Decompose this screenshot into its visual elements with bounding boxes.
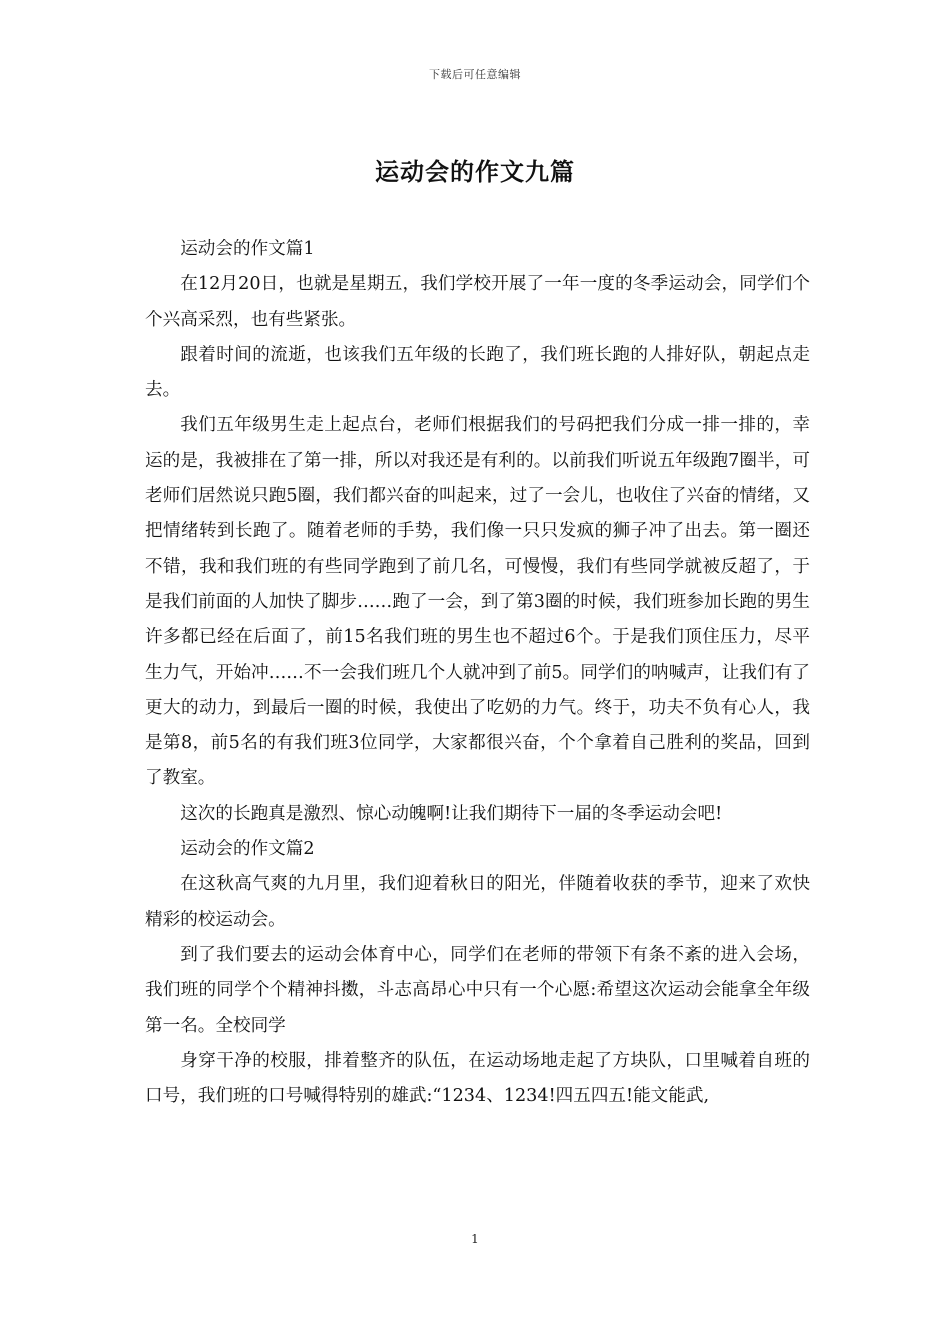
section-heading-1: 运动会的作文篇1 — [180, 239, 315, 259]
paragraph: 这次的长跑真是激烈、惊心动魄啊!让我们期待下一届的冬季运动会吧! — [180, 803, 723, 824]
section-heading-2: 运动会的作文篇2 — [180, 839, 315, 860]
paragraph: 身穿干净的校服，排着整齐的队伍，在运动场地走起了方块队，口里喊着自班的口号，我们班的口号喊得特别的雄武:“1234、1234!四五四五!能文能武, — [145, 1050, 810, 1107]
paragraph: 到了我们要去的运动会体育中心，同学们在老师的带领下有条不紊的进入会场，我们班的同学个个精神抖擞，斗志高昂心中只有一个心愿:希望这次运动会能拿全年级第一名。全校同学 — [145, 944, 810, 1036]
page-title: 运动会的作文九篇 — [375, 158, 575, 186]
page-number: 1 — [471, 1232, 479, 1246]
paragraph: 在这秋高气爽的九月里，我们迎着秋日的阳光，伴随着收获的季节，迎来了欢快精彩的校运动会。 — [145, 874, 810, 930]
header-note: 下载后可任意编辑 — [429, 68, 521, 81]
paragraph: 我们五年级男生走上起点台，老师们根据我们的号码把我们分成一排一排的，幸运的是，我被排在了第一排，所以对我还是有利的。以前我们听说五年级跑7圈半，可老师们居然说只跑5圈，我们都兴奋的叫起来，过了一会儿，也收住了兴奋的情绪，又把情绪转到长跑了。随着老师的手势，我们像一只只发疯的狮子冲了出去。第一圈还不错，我和我们班的有些同学跑到了前几名，可慢慢，我们有些同学就被反超了，于是我们前面的人加快了脚步……跑了一会，到了第3圈的时候，我们班参加长跑的男生许多都已经在后面了，前15名我们班的男生也不超过6个。于是我们顶住压力，尽平生力气，开始冲……不一会我们班几个人就冲到了前5。同学们的呐喊声，让我们有了更大的动力，到最后一圈的时候，我使出了吃奶的力气。终于，功夫不负有心人，我是第8，前5名的有我们班3位同学，大家都很兴奋，个个拿着自己胜利的奖品，回到了教室。 — [145, 415, 810, 789]
paragraph: 在12月20日，也就是星期五，我们学校开展了一年一度的冬季运动会，同学们个个兴高采烈，也有些紧张。 — [145, 274, 810, 330]
body-text — [145, 232, 810, 1114]
paragraph: 跟着时间的流逝，也该我们五年级的长跑了，我们班长跑的人排好队，朝起点走去。 — [145, 344, 810, 401]
